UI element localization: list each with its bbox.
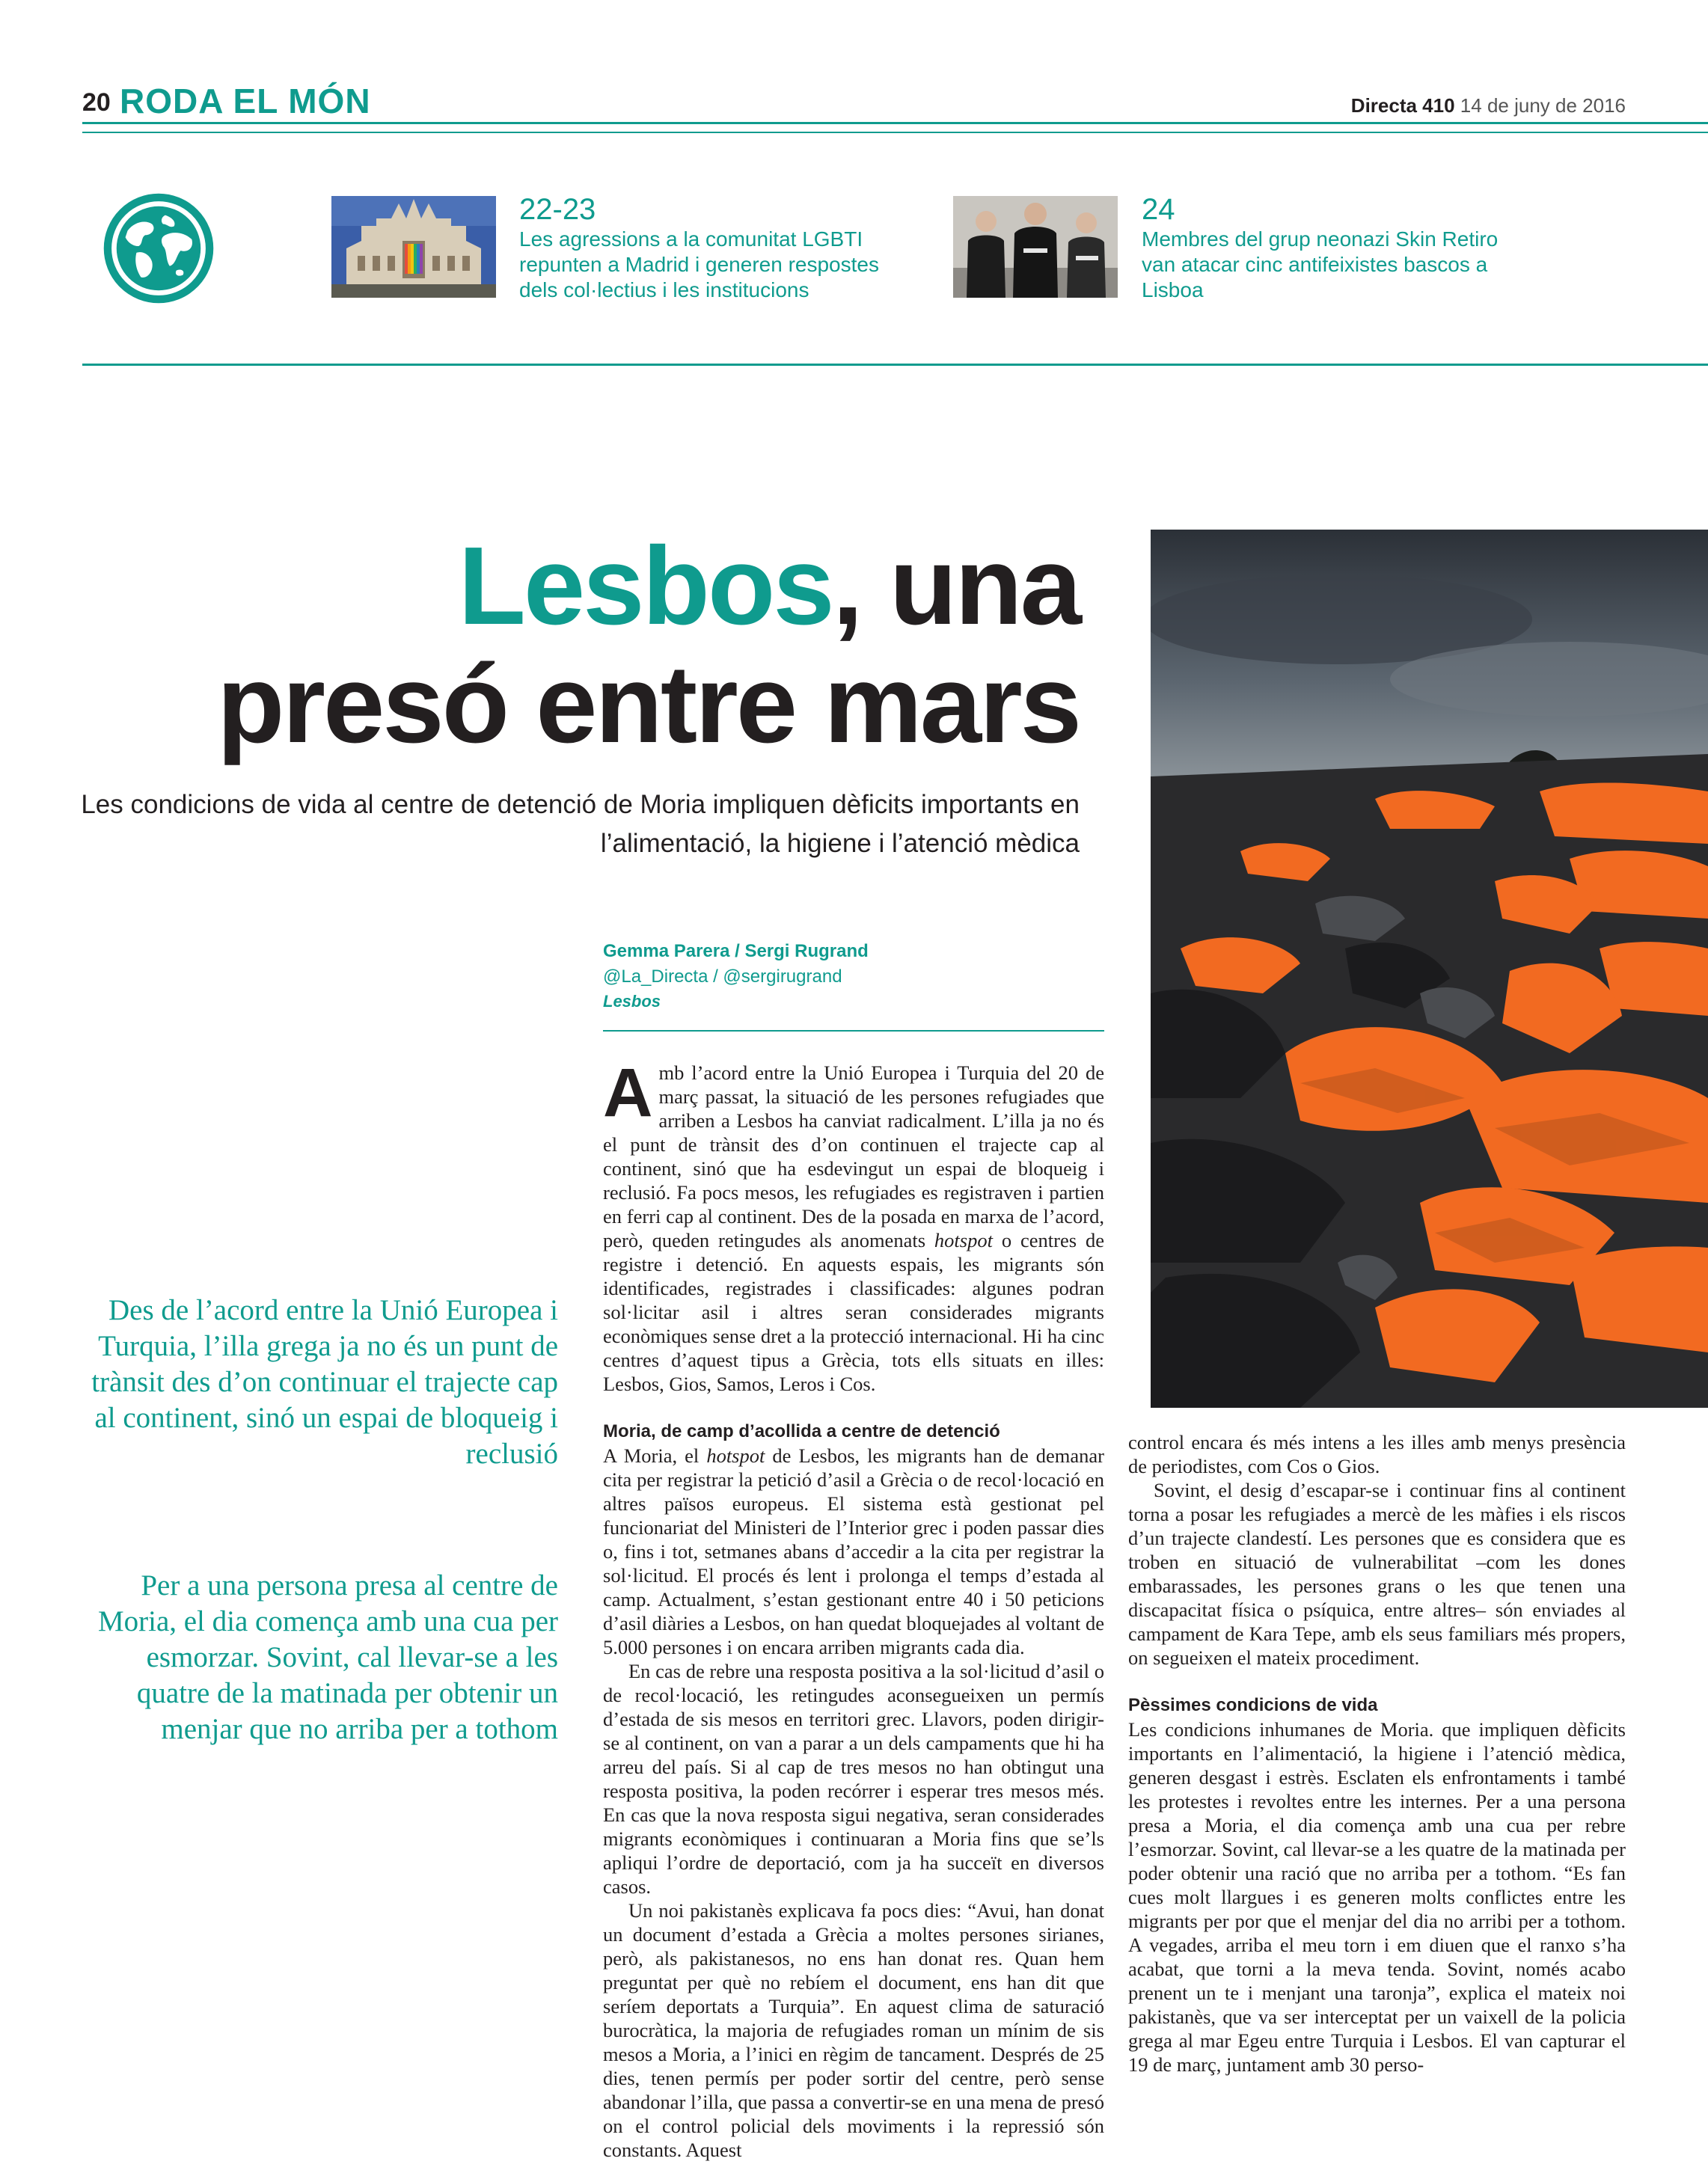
paragraph: Les condicions inhumanes de Moria. que impliquen dèficits importants en l’alimentació, la higiene i l’atenció mèdica, generen desgast i estrès. Esclaten els enfrontaments i també les protestes i revoltes entre les internes. Per a una persona presa a Moria, el dia comença amb una cua per rebre l’esmorzar. Sovint, cal llevar-se a les quatre de la matinada per poder obtenir una ració que no arriba per a tothom. “Es fan cues molt llargues i es generen molts conflictes entre les migrants per por que el menjar del dia no arribi per a tothom. A vegades, arriba el meu torn i em diuen que el ranxo s’ha acabat, que torni a la meva tenda. Sovint, només acabo prenent un te i menjant una taronja”, explica el mateix noi pakistanès, que va ser interceptat per un vaixell de la policia grega al mar Egeu entre Turquia i Lesbos. El van capturar el 19 de març, juntament amb 30 perso- — [1128, 1718, 1626, 2076]
paragraph: Un noi pakistanès explicava fa pocs dies: “Avui, han donat un document d’estada a Grècia a moltes persones sirianes, però, als pakistanesos, no ens han donat res. Quan hem preguntat per què no rebíem el document, ens han dit que seríem deportats a Turquia”. En aquest clima de saturació burocràtica, la majoria de refugiades roman un mínim de sis mesos a Moria, a l’inici en règim de tancament. Després de 25 dies, tenen permís per poder sortir del centre, però sense abandonar l’illa, que passa a convertir-se en una mena de presó on el control policial dels moviments i la repressió són constants. Aquest — [603, 1899, 1104, 2161]
masthead — [1351, 94, 1626, 117]
emphasis: hotspot — [706, 1444, 765, 1467]
teaser-pages: 22-23 — [519, 193, 596, 226]
section-subheading: Pèssimes condicions de vida — [1128, 1695, 1378, 1715]
section-title: RODA EL MÓN — [120, 82, 371, 120]
headline-line1-rest: , una — [832, 524, 1080, 648]
drop-cap: A — [603, 1055, 653, 1131]
paragraph — [603, 1444, 1104, 1659]
teaser-divider — [82, 364, 1708, 366]
header-rule — [82, 122, 1708, 124]
headline-line2: presó entre mars — [217, 643, 1080, 766]
teaser-photo-skinheads[interactable] — [953, 196, 1118, 298]
life-jackets-photo — [1151, 530, 1708, 1408]
emphasis: hotspot — [934, 1229, 993, 1251]
paragraph-text: mb l’acord entre la Unió Europea i Turquia del 20 de març passat, la situació de les persones refugiades que arriben a Lesbos ha canviat radicalment. L’illa ja no és el punt de trànsit des d’on continuen el trajecte cap al continent, sinó que ha esdevingut un espai de bloqueig i reclusió. Fa pocs mesos, les refugiades es registraven i partien en ferri cap al continent. Des de la posada en marxa de l’acord, però, queden retingudes als anomenats — [603, 1061, 1104, 1251]
paragraph-text: A Moria, el — [603, 1444, 707, 1467]
teaser-pages: 24 — [1142, 193, 1175, 226]
paragraph: Sovint, el desig d’escapar-se i continuar fins al continent torna a posar les refugiades a mercè de les màfies i els riscos d’un trajecte clandestí. Les persones que es considera que es troben en situació de vulnerabilitat –com les dones embarassades, les persones grans o les que tenen una discapacitat física o psíquica, entre altres– són enviades al campament de Kara Tepe, amb els seus familiars més propers, on segueixen el mateix procediment. — [1128, 1479, 1626, 1669]
publication-name: Directa 410 — [1350, 94, 1455, 117]
issue-date: 14 de juny de 2016 — [1460, 94, 1626, 117]
page-number: 20 — [82, 88, 111, 117]
article-column-2 — [1128, 1430, 1626, 2077]
paragraph: control encara és més intens a les illes amb menys presència de periodistes, com Cos o Gios. — [1128, 1431, 1626, 1477]
byline-location: Lesbos — [603, 992, 661, 1011]
pull-quote: Per a una persona presa al centre de Moria, el dia comença amb una cua per esmorzar. Sovint, cal llevar-se a les quatre de la matinada per obtenir un menjar que no arriba per a tothom — [97, 1569, 558, 1745]
byline-rule — [603, 1030, 1104, 1032]
paragraph-text: de Lesbos, les migrants han de demanar cita per registrar la petició d’asil a Grècia o de recol·locació en altres països europeus. El sistema està gestionat pel funcionariat del Ministeri de l’Interior grec i poden passar dies o, fins i tot, setmanes abans d’accedir a la cita per registrar la sol·licitud. El procés és lent i prolonga el temps d’estada al camp. Actualment, s’estan gestionant entre 40 i 50 peticions d’asil diàries a Lesbos, on han quedat bloquejades al voltant de 5.000 persones i on encara arriben migrants cada dia. — [603, 1444, 1105, 1658]
teaser-text[interactable]: Les agressions a la comunitat LGBTI repunten a Madrid i generen respostes dels col·lectius i les institucions — [519, 227, 879, 301]
paragraph: En cas de rebre una resposta positiva a la sol·licitud d’asil o de recol·locació, les retingudes aconsegueixen un permís d’estada de sis mesos en territori grec. Llavors, poden dirigir-se al continent, on van a parar a un dels campaments que hi ha arreu del país. Si al cap de tres mesos no han obtingut una resposta positiva, la poden recórrer i esperar tres mesos més. En cas que la nova resposta sigui negativa, seran considerades migrants econòmiques i continuaran a Moria fins que se’ls apliqui l’ordre de deportació, com ja ha succeït en diversos casos. — [603, 1660, 1104, 1898]
section-subheading: Moria, de camp d’acollida a centre de detenció — [603, 1421, 1000, 1441]
headline-highlight: Lesbos — [458, 524, 833, 648]
headline — [182, 524, 1080, 766]
article-column-1 — [603, 1055, 1105, 2162]
header-rule-secondary — [82, 132, 1708, 133]
paragraph-text: o centres de registre i detenció. En aquests espais, les migrants són identificades, registrades i classificades: algunes podran sol·licitar asil i altres seran considerades migrants econòmiques sense dret a la protecció internacional. Hi ha cinc centres d’aquest tipus a Grècia, tots ells situats en illes: Lesbos, Gios, Samos, Leros i Cos. — [603, 1229, 1104, 1395]
byline-authors: Gemma Parera / Sergi Rugrand — [603, 941, 869, 961]
subheadline: Les condicions de vida al centre de detenció de Moria impliquen dèficits importants en l’alimentació, la higiene i l’atenció mèdica — [81, 790, 1080, 858]
teaser-photo-madrid[interactable] — [331, 196, 496, 298]
byline-handles[interactable]: @La_Directa / @sergirugrand — [603, 966, 842, 987]
pull-quote: Des de l’acord entre la Unió Europea i Turquia, l’illa grega ja no és un punt de trànsit des d’on continuar el trajecte cap al continent, sinó un espai de bloqueig i reclusió — [91, 1294, 558, 1470]
lead-paragraph — [603, 1055, 1104, 1396]
teaser-text[interactable]: Membres del grup neonazi Skin Retiro van atacar cinc antifeixistes bascos a Lisboa — [1142, 227, 1499, 301]
globe-icon — [103, 193, 214, 304]
